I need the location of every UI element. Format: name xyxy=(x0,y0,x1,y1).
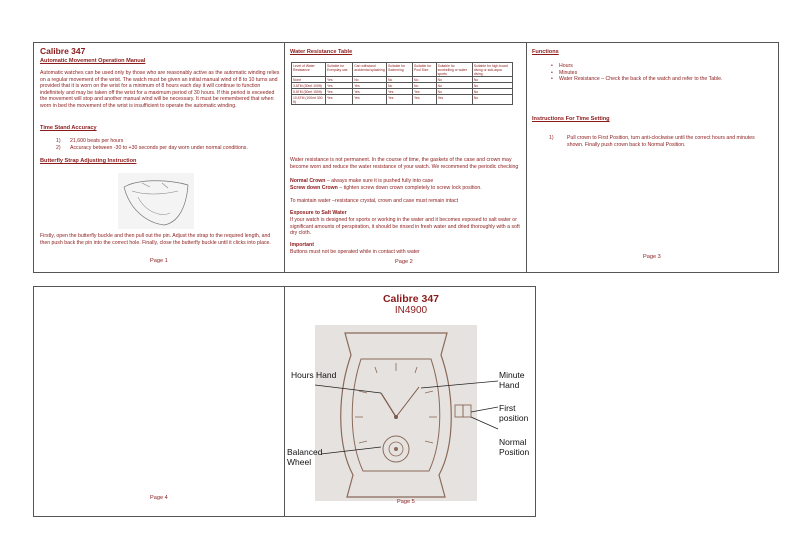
list-item: 1) Pull crown to First Position, turn anti-clockwise until the correct hours and minutes shown. Finally push crown back to Normal Position. xyxy=(549,135,755,148)
table-header: Suitable for Pool Size xyxy=(413,63,437,77)
page-1 xyxy=(33,42,285,273)
table-header: Level of Water Resistance xyxy=(292,63,326,77)
table-row: None Yes No No No No No xyxy=(292,77,513,83)
exposure-heading: Exposure to Salt Water xyxy=(290,210,347,216)
model-number: IN4900 xyxy=(394,305,428,316)
water-resistance-table xyxy=(291,62,513,105)
balanced-wheel-label: Balanced Wheel xyxy=(287,447,323,467)
table-header: Suitable for Swimming xyxy=(386,63,412,77)
page1-title: Calibre 347 xyxy=(40,46,86,56)
functions-heading: Functions xyxy=(532,49,559,55)
list-item: • Minutes xyxy=(551,69,578,76)
page-4 xyxy=(33,286,285,517)
strap-text: Firstly, open the butterfly buckle and then pull out the pin. Adjust the strap to the required length, and then push back the pin into the correct hole. Finally, close the butterfly buckle until it clicks into place. xyxy=(40,233,271,246)
page-number: Page 4 xyxy=(150,495,168,501)
page-2 xyxy=(284,42,527,273)
table-row: 10 ATM (100mt 300 ft) Yes Yes Yes Yes Yes No xyxy=(292,95,513,105)
important-heading: Important xyxy=(290,242,314,248)
table-header: Suitable for Everyday use xyxy=(326,63,353,77)
functions-list xyxy=(551,63,773,83)
table-row: 3 ATM (30mt 100ft) Yes Yes No No No No xyxy=(292,83,513,89)
list-item: • Water Resistance – Check the back of the watch and refer to the Table. xyxy=(551,76,723,83)
table-header-row xyxy=(292,63,513,77)
normal-crown-line: Normal Crown – always make sure it is pushed fully into case xyxy=(290,178,434,184)
list-item: 2) Accuracy between -30 to +30 seconds per day worn under normal conditions. xyxy=(56,144,248,151)
first-position-label: First position xyxy=(499,403,529,423)
minute-hand-label: Minute Hand xyxy=(499,370,525,390)
hours-hand-label: Hours Hand xyxy=(291,370,337,380)
table-header: Suitable for snorkelling or water sports xyxy=(436,63,472,77)
strap-heading: Butterfly Strap Adjusting Instruction xyxy=(40,158,137,164)
list-item: • Hours xyxy=(551,63,573,69)
water-resistance-text: Water resistance is not permanent. In the course of time, the gaskets of the case and crown may become worn and reduce the water resistance of your watch. We recommend the periodic checking xyxy=(290,157,519,170)
callout-lines xyxy=(285,287,536,517)
exposure-text: If your watch is designed for sports or working in the water and it becomes exposed to salt water or significant amounts of perspiration, it should be rinsed in fresh water and dried thoroughly with a soft dry cloth. xyxy=(290,217,520,237)
normal-position-label: Normal Position xyxy=(499,437,530,457)
page-number: Page 5 xyxy=(397,499,415,505)
list-item: 1) 21,600 beats per hours xyxy=(56,138,124,144)
page-number: Page 2 xyxy=(395,259,413,265)
auto-movement-heading: Automatic Movement Operation Manual xyxy=(40,58,146,64)
table-header: Can withstand accidental splashing xyxy=(353,63,387,77)
table-header: Suitable for high board diving or sub-aqua diving xyxy=(472,63,512,77)
time-setting-heading: Instructions For Time Setting xyxy=(532,116,610,122)
time-accuracy-list xyxy=(56,138,281,151)
auto-movement-text: Automatic watches can be used only by those who are reasonably active as the automatic winding relies on a regular movement of the wrist. The watch must be given an initial manual wind of 8 to 10 turns and provided that it is worn on the wrist for a minimum of 8 hours each day it will continue to function indefinitely and may be taken off the wrist for a maximum period of 30 hours. If this period is exceeded the movement will stop and another manual wind will be necessary. It must be remembered that when worn in bed the movement of the wrist is insufficient to operate the automatic winding. xyxy=(40,70,280,109)
water-table-heading: Water Resistance Table xyxy=(290,49,353,55)
screw-crown-line: Screw down Crown – tighten screw down crown completely to screw lock position. xyxy=(290,185,482,191)
page-3 xyxy=(526,42,779,273)
page-5 xyxy=(284,286,536,517)
maintain-text: To maintain water –resistance crystal, crown and case must remain intact xyxy=(290,198,459,204)
page5-title: Calibre 347 xyxy=(382,293,440,305)
table-row: 5 ATM (50mt 150ft) Yes Yes Yes Yes No No xyxy=(292,89,513,95)
page-number: Page 1 xyxy=(150,258,168,264)
time-accuracy-heading: Time Stand Accuracy xyxy=(40,125,97,131)
butterfly-buckle-sketch xyxy=(118,173,194,229)
important-text: Buttons must not be operated while in contact with water xyxy=(290,249,420,255)
page-number: Page 3 xyxy=(643,254,661,260)
